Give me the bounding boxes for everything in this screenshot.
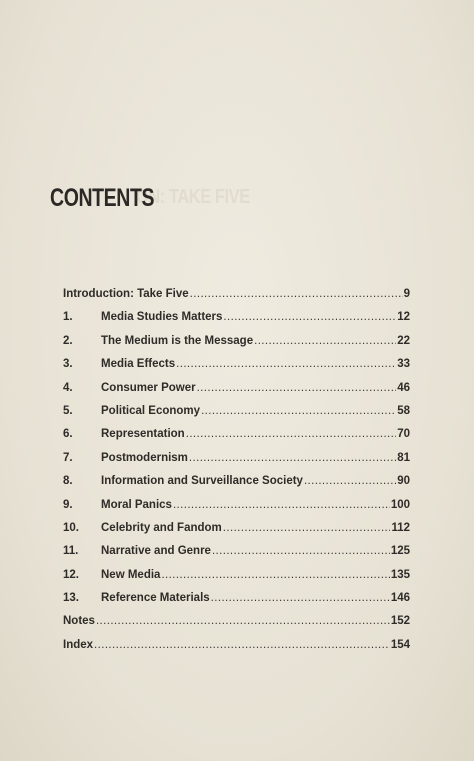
- show-through-text: ON: TAKE FIVE: [136, 186, 250, 208]
- toc-entry-page: 146: [390, 592, 410, 605]
- toc-entry-title: Narrative and Genre: [101, 545, 211, 558]
- page-title: CONTENTS: [50, 184, 155, 212]
- toc-entry-page: 70: [397, 428, 410, 441]
- dot-leader: [201, 405, 396, 417]
- toc-entry-notes: [63, 615, 410, 638]
- toc-entry-number: 4.: [63, 381, 73, 394]
- dot-leader: [304, 475, 396, 487]
- dot-leader: [190, 288, 403, 300]
- toc-entry-page: 58: [397, 404, 410, 417]
- toc-entry-page: 135: [390, 568, 410, 581]
- toc-entry-title: Political Economy: [101, 404, 201, 417]
- toc-entry-page: 112: [391, 521, 410, 534]
- toc-entry-title: Introduction: Take Five: [63, 288, 189, 300]
- dot-leader: [176, 358, 396, 370]
- toc-entry-number: 7.: [63, 451, 73, 464]
- dot-leader: [96, 615, 390, 627]
- toc-entry-title: Celebrity and Fandom: [101, 521, 222, 534]
- toc-entry-chapter-12: [63, 569, 410, 592]
- dot-leader: [212, 545, 390, 557]
- toc-entry-chapter-7: [63, 452, 410, 475]
- dot-leader: [161, 569, 389, 581]
- toc-entry-page: 46: [397, 381, 410, 394]
- toc-entry-title: Postmodernism: [101, 451, 188, 464]
- toc-entry-chapter-3: [63, 358, 410, 381]
- dot-leader: [94, 639, 390, 651]
- dot-leader: [223, 311, 396, 323]
- toc-entry-title: Index: [63, 638, 94, 651]
- toc-entry-title: Reference Materials: [101, 592, 210, 605]
- toc-entry-number: 9.: [63, 498, 73, 511]
- toc-entry-title: Representation: [101, 428, 185, 441]
- toc-entry-number: 2.: [63, 334, 73, 347]
- toc-entry-title: Moral Panics: [101, 498, 172, 511]
- toc-entry-number: 13.: [63, 592, 79, 605]
- toc-entry-number: 1.: [63, 311, 73, 324]
- toc-entry-title: Information and Surveillance Society: [101, 475, 303, 488]
- toc-entry-number: 12.: [63, 568, 79, 581]
- toc-entry-chapter-5: [63, 405, 410, 428]
- toc-entry-title: Consumer Power: [101, 381, 196, 394]
- table-of-contents: [63, 288, 410, 662]
- toc-entry-page: 22: [397, 334, 410, 347]
- toc-entry-number: 6.: [63, 428, 73, 441]
- toc-entry-title: New Media: [101, 568, 161, 581]
- toc-entry-chapter-8: [63, 475, 410, 498]
- toc-entry-number: 5.: [63, 404, 73, 417]
- dot-leader: [254, 335, 396, 347]
- toc-entry-chapter-10: [63, 522, 410, 545]
- toc-entry-title: Media Effects: [101, 358, 176, 371]
- toc-entry-page: 12: [397, 311, 410, 324]
- toc-entry-number: 8.: [63, 475, 73, 488]
- dot-leader: [223, 522, 391, 534]
- toc-entry-page: 100: [390, 498, 410, 511]
- toc-entry-chapter-2: [63, 335, 410, 358]
- toc-entry-page: 81: [397, 451, 410, 464]
- dot-leader: [189, 452, 396, 464]
- toc-entry-chapter-4: [63, 382, 410, 405]
- dot-leader: [186, 428, 396, 440]
- toc-entry-chapter-11: [63, 545, 410, 568]
- toc-entry-page: 33: [397, 358, 410, 371]
- toc-entry-chapter-13: [63, 592, 410, 615]
- toc-entry-chapter-1: [63, 311, 410, 334]
- dot-leader: [197, 382, 397, 394]
- toc-entry-page: 125: [390, 545, 410, 558]
- toc-entry-page: 154: [390, 638, 410, 651]
- toc-entry-index: [63, 639, 410, 662]
- dot-leader: [173, 499, 390, 511]
- toc-entry-introduction: [63, 288, 410, 311]
- toc-entry-page: 152: [390, 615, 410, 628]
- toc-entry-chapter-9: [63, 499, 410, 522]
- dot-leader: [211, 592, 390, 604]
- toc-entry-number: 10.: [63, 521, 79, 534]
- toc-entry-number: 3.: [63, 358, 73, 371]
- toc-entry-page: 90: [397, 475, 410, 488]
- toc-entry-title: The Medium is the Message: [101, 334, 254, 347]
- toc-entry-chapter-6: [63, 428, 410, 451]
- toc-entry-page: 9: [403, 288, 410, 300]
- toc-entry-title: Media Studies Matters: [101, 311, 223, 324]
- toc-entry-title: Notes: [63, 615, 95, 628]
- toc-entry-number: 11.: [63, 545, 79, 558]
